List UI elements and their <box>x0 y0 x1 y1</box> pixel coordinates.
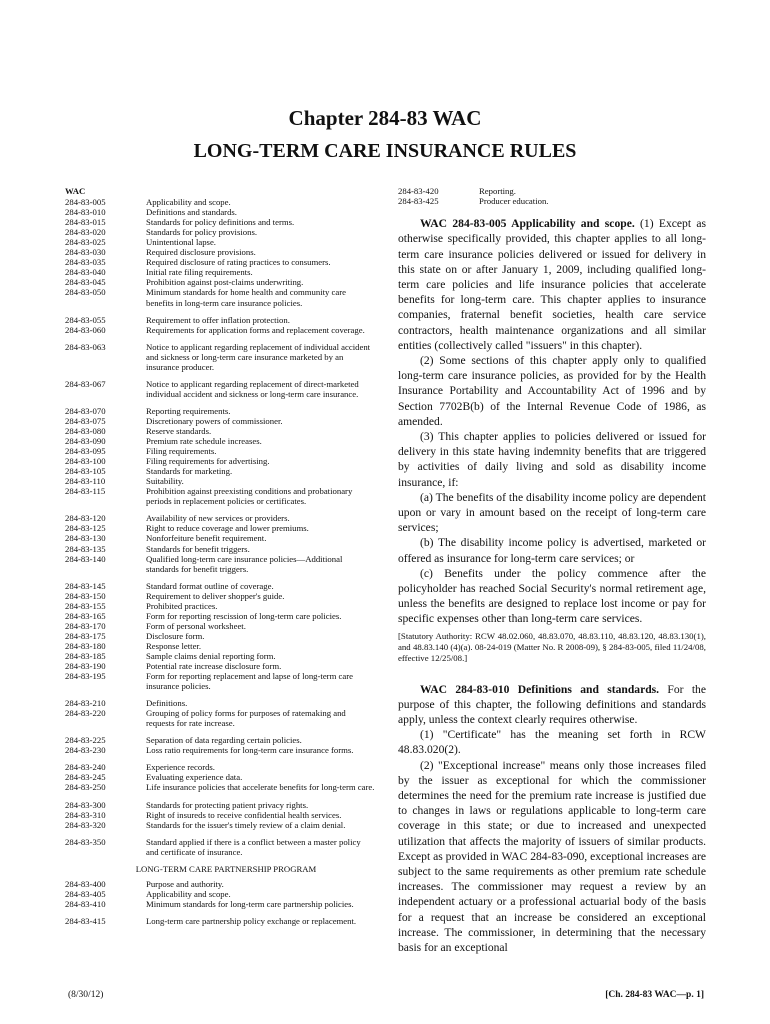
toc-row <box>65 426 375 436</box>
toc-section-title: Purpose and authority. <box>146 878 224 889</box>
toc-row <box>398 186 706 196</box>
toc-section-title: Prohibited practices. <box>146 600 218 611</box>
toc-section-number: 284-83-175 <box>65 630 106 641</box>
toc-row <box>65 257 375 267</box>
toc-section-title: Reporting. <box>479 186 516 196</box>
toc-row <box>398 196 706 206</box>
toc-row <box>65 698 375 708</box>
toc-section-number: 284-83-010 <box>65 207 106 218</box>
toc-section-number: 284-83-240 <box>65 762 106 773</box>
toc-section-title: Loss ratio requirements for long-term care insurance forms. <box>146 745 354 756</box>
toc-section-number: 284-83-190 <box>65 661 106 672</box>
toc-section-title: Suitability. <box>146 476 184 487</box>
toc-section-number: 284-83-220 <box>65 708 106 719</box>
toc-section-number: 284-83-100 <box>65 456 106 467</box>
toc-section-number: 284-83-420 <box>398 186 439 196</box>
toc-section-number: 284-83-070 <box>65 405 106 416</box>
toc-section-number: 284-83-080 <box>65 425 106 436</box>
section-005-heading: WAC 284-83-005 Applicability and scope. <box>420 217 635 231</box>
toc-section-title: Reserve standards. <box>146 425 212 436</box>
toc-row <box>65 735 375 745</box>
toc-row <box>65 476 375 486</box>
toc-row <box>65 277 375 287</box>
toc-continuation <box>398 186 706 206</box>
toc-row <box>65 533 375 543</box>
toc-section-number: 284-83-135 <box>65 543 106 554</box>
toc-section-title: Minimum standards for home health and community care benefits in long-term care insurance policies. <box>146 287 347 308</box>
toc-row <box>65 879 375 889</box>
toc-row <box>65 237 375 247</box>
section-005-p3a: (a) The benefits of the disability income policy are dependent upon or vary in amount based on the receipt of long-term care services; <box>398 490 706 535</box>
toc-section-title: Right to reduce coverage and lower premiums. <box>146 523 309 534</box>
toc-row <box>65 267 375 277</box>
toc-section-number: 284-83-105 <box>65 466 106 477</box>
toc-section-title: Unintentional lapse. <box>146 237 216 248</box>
toc-section-number: 284-83-090 <box>65 436 106 447</box>
toc-section-title: Definitions. <box>146 698 188 709</box>
toc-section-title: Prohibition against post-claims underwriting. <box>146 277 304 288</box>
toc-section-title: Experience records. <box>146 762 215 773</box>
toc-row <box>65 837 375 857</box>
toc-section-title: Standards for policy provisions. <box>146 227 257 238</box>
toc-row <box>65 899 375 909</box>
toc-section-number: 284-83-195 <box>65 671 106 682</box>
toc-row <box>65 810 375 820</box>
toc-section-number: 284-83-110 <box>65 476 106 487</box>
toc-section-title: Initial rate filing requirements. <box>146 267 253 278</box>
toc-section-title: Notice to applicant regarding replacement of direct-marketed individual accident and sickness or long-term care insurance. <box>146 378 359 399</box>
toc-row <box>65 217 375 227</box>
toc-row <box>65 631 375 641</box>
toc-section-title: Minimum standards for long-term care partnership policies. <box>146 898 354 909</box>
toc-section-number: 284-83-067 <box>65 378 106 389</box>
section-005-p2: (2) Some sections of this chapter apply only to qualified long-term care insurance policies, as provided for by the Health Insurance Portability and Accountability Act of 1996 and by Section 7702B(b) of the Internal Revenue Code of 1986, as amended. <box>398 353 706 428</box>
toc-row <box>65 379 375 399</box>
partnership-heading: LONG-TERM CARE PARTNERSHIP PROGRAM <box>135 863 317 874</box>
toc-section-number: 284-83-030 <box>65 247 106 258</box>
toc-row <box>65 456 375 466</box>
toc-section-number: 284-83-210 <box>65 698 106 709</box>
toc-section-number: 284-83-140 <box>65 553 106 564</box>
toc-section-number: 284-83-400 <box>65 878 106 889</box>
toc-section-number: 284-83-185 <box>65 650 106 661</box>
toc-section-number: 284-83-045 <box>65 277 106 288</box>
toc-row <box>65 513 375 523</box>
toc-section-number: 284-83-155 <box>65 600 106 611</box>
toc-row <box>65 762 375 772</box>
toc-section-number: 284-83-075 <box>65 415 106 426</box>
toc-section-title: Standards for the issuer's timely review of a claim denial. <box>146 819 346 830</box>
toc-section-number: 284-83-020 <box>65 227 106 238</box>
section-010-p2: (2) "Exceptional increase" means only those increases filed by the issuer as exceptional for which the commissioner determines the need for the premium rate increase is justified due to changes in laws or regulations applicable to long-term care coverage in this state; or due to increased and unexpected utilization that affects the majority of issuers of similar products. Except as provided in WAC 284-83-090, exceptional increases are subject to the same requirements as other premium rate schedule increases. The commissioner may request a review by an independent actuary or a professional actuarial body of the basis for a request that an increase be considered an exceptional increase. The commissioner, in determining that the necessary basis for an exceptional <box>398 758 706 955</box>
toc-section-number: 284-83-025 <box>65 237 106 248</box>
toc-row <box>65 641 375 651</box>
toc-section-title: Sample claims denial reporting form. <box>146 650 276 661</box>
toc-section-title: Grouping of policy forms for purposes of ratemaking and requests for rate increase. <box>146 708 346 729</box>
toc-section-number: 284-83-035 <box>65 257 106 268</box>
toc-row <box>65 197 375 207</box>
toc-row <box>65 436 375 446</box>
toc-section-number: 284-83-230 <box>65 745 106 756</box>
toc-section-number: 284-83-180 <box>65 640 106 651</box>
toc-row <box>65 916 375 926</box>
toc-section-number: 284-83-125 <box>65 523 106 534</box>
toc-section-number: 284-83-060 <box>65 324 106 335</box>
toc-section-title: Standards for marketing. <box>146 466 233 477</box>
toc-section-title: Long-term care partnership policy exchange or replacement. <box>146 915 357 926</box>
toc-section-title: Applicability and scope. <box>146 888 231 899</box>
toc-row <box>65 523 375 533</box>
toc-row <box>65 315 375 325</box>
toc-row <box>65 621 375 631</box>
toc-section-number: 284-83-415 <box>65 915 106 926</box>
toc-section-title: Potential rate increase disclosure form. <box>146 661 282 672</box>
toc-section-title: Separation of data regarding certain policies. <box>146 735 302 746</box>
statutory-authority: [Statutory Authority: RCW 48.02.060, 48.83.070, 48.83.110, 48.83.120, 48.83.130(1), and 48.83.140 (4)(a). 08-24-019 (Matter No. R 2008-09), § 284-83-005, filed 11/24/08, effective 12/25/08.] <box>398 630 706 663</box>
chapter-number: Chapter 284-83 WAC <box>288 106 482 130</box>
toc-section-title: Standards for protecting patient privacy rights. <box>146 799 309 810</box>
toc-section-title: Filing requirements. <box>146 446 217 457</box>
toc-section-title: Life insurance policies that accelerate benefits for long-term care. <box>146 782 375 793</box>
toc-section-title: Requirement to deliver shopper's guide. <box>146 590 285 601</box>
toc-section-title: Standards for policy definitions and terms. <box>146 217 295 228</box>
toc-section-title: Discretionary powers of commissioner. <box>146 415 283 426</box>
toc-row <box>65 466 375 476</box>
toc-section-title: Disclosure form. <box>146 630 205 641</box>
toc-section-title: Form for reporting rescission of long-term care policies. <box>146 610 342 621</box>
section-005-p1: (1) Except as otherwise specifically provided, this chapter applies to all long-term care insurance policies delivered or issued for delivery in this state on or after January 1, 2009, including qualified long-term care policies and life insurance policies that accelerate benefits for long-term care. This chapter applies to insurance companies, fraternal benefit societies, health care service contractors, health maintenance organizations and all similar entities (collectively called "issuers" in this chapter). <box>398 217 706 352</box>
partnership-toc-list <box>65 879 375 926</box>
toc-row <box>65 486 375 506</box>
footer-date: (8/30/12) <box>68 990 104 1000</box>
toc-section-number: 284-83-350 <box>65 836 106 847</box>
toc-row <box>65 325 375 335</box>
section-005 <box>398 216 706 663</box>
toc-section-number: 284-83-050 <box>65 287 106 298</box>
toc-section-title: Required disclosure provisions. <box>146 247 256 258</box>
toc-section-title: Producer education. <box>479 196 549 207</box>
right-column <box>398 186 706 955</box>
toc-section-number: 284-83-040 <box>65 267 106 278</box>
toc-row <box>65 601 375 611</box>
toc-section-number: 284-83-150 <box>65 590 106 601</box>
toc-row <box>65 207 375 217</box>
toc-section-title: Notice to applicant regarding replacement of individual accident and sickness or long-term care insurance marketed by an insurance producer. <box>146 341 371 372</box>
section-005-p3: (3) This chapter applies to policies delivered or issued for delivery in this state having indemnity benefits that are triggered by activities of daily living and sold as disability income insurance, if: <box>398 429 706 489</box>
toc-section-title: Reporting requirements. <box>146 405 231 416</box>
toc-row <box>65 554 375 574</box>
toc-list <box>65 197 375 857</box>
toc-section-number: 284-83-130 <box>65 533 106 544</box>
toc-section-title: Form for reporting replacement and lapse of long-term care insurance policies. <box>146 671 353 692</box>
toc-section-title: Standard format outline of coverage. <box>146 580 274 591</box>
toc-section-title: Form of personal worksheet. <box>146 620 246 631</box>
toc-section-number: 284-83-405 <box>65 888 106 899</box>
chapter-title: LONG-TERM CARE INSURANCE RULES <box>193 140 577 162</box>
toc-section-number: 284-83-250 <box>65 782 106 793</box>
toc-section-number: 284-83-320 <box>65 819 106 830</box>
section-010-heading: WAC 284-83-010 Definitions and standards. <box>420 682 660 696</box>
toc-row <box>65 708 375 728</box>
toc-section-number: 284-83-015 <box>65 217 106 228</box>
toc-section-title: Premium rate schedule increases. <box>146 436 262 447</box>
toc-row <box>65 889 375 899</box>
toc-row <box>65 227 375 237</box>
toc-section-title: Definitions and standards. <box>146 207 237 218</box>
toc-section-title: Response letter. <box>146 640 202 651</box>
toc-section-title: Evaluating experience data. <box>146 772 243 783</box>
toc-row <box>65 611 375 621</box>
toc-section-title: Availability of new services or providers. <box>146 513 290 524</box>
toc-section-title: Qualified long-term care insurance policies—Additional standards for benefit triggers. <box>146 553 343 574</box>
toc-row <box>65 544 375 554</box>
section-010-p1: (1) "Certificate" has the meaning set forth in RCW 48.83.020(2). <box>398 728 706 757</box>
toc-row <box>65 772 375 782</box>
toc-row <box>65 581 375 591</box>
toc-row <box>65 800 375 810</box>
section-010-intro: For the purpose of this chapter, the following definitions and standards apply, unless the context clearly requires otherwise. <box>398 682 706 726</box>
toc-row <box>65 745 375 755</box>
toc-section-title: Filing requirements for advertising. <box>146 456 270 467</box>
toc-section-number: 284-83-310 <box>65 809 106 820</box>
toc-section-title: Nonforfeiture benefit requirement. <box>146 533 267 544</box>
toc-section-title: Requirements for application forms and replacement coverage. <box>146 324 365 335</box>
section-005-p3c: (c) Benefits under the policy commence after the policyholder has reached Social Security's normal retirement age, unless the benefits are designed to replace lost income or pay for specific expenses other than long-term care services. <box>398 566 706 626</box>
toc-section-number: 284-83-063 <box>65 341 106 352</box>
toc-row <box>65 406 375 416</box>
toc-section-title: Required disclosure of rating practices to consumers. <box>146 257 331 268</box>
toc-row <box>65 661 375 671</box>
toc-row <box>65 416 375 426</box>
toc-row <box>65 287 375 307</box>
toc-section-number: 284-83-165 <box>65 610 106 621</box>
toc-row <box>65 651 375 661</box>
toc-heading: WAC <box>65 186 86 196</box>
toc-section-number: 284-83-005 <box>65 197 106 208</box>
toc-row <box>65 591 375 601</box>
table-of-contents <box>65 186 375 926</box>
toc-row <box>65 247 375 257</box>
toc-section-title: Standards for benefit triggers. <box>146 543 250 554</box>
toc-section-title: Prohibition against preexisting conditions and probationary periods in replacement policies or certificates. <box>146 486 353 507</box>
toc-section-number: 284-83-410 <box>65 898 106 909</box>
section-005-p3b: (b) The disability income policy is advertised, marketed or offered as insurance for long-term care services; or <box>398 536 706 565</box>
toc-section-number: 284-83-095 <box>65 446 106 457</box>
toc-row <box>65 342 375 372</box>
section-010 <box>398 682 706 956</box>
toc-section-title: Applicability and scope. <box>146 197 231 208</box>
toc-section-number: 284-83-145 <box>65 580 106 591</box>
toc-section-title: Standard applied if there is a conflict between a master policy and certificate of insurance. <box>146 836 361 857</box>
toc-section-number: 284-83-115 <box>65 486 106 497</box>
toc-section-title: Requirement to offer inflation protection. <box>146 314 290 325</box>
toc-section-number: 284-83-120 <box>65 513 106 524</box>
toc-row <box>65 782 375 792</box>
toc-section-number: 284-83-425 <box>398 196 439 207</box>
toc-section-number: 284-83-055 <box>65 314 106 325</box>
toc-section-number: 284-83-225 <box>65 735 106 746</box>
toc-row <box>65 820 375 830</box>
toc-section-number: 284-83-245 <box>65 772 106 783</box>
toc-section-number: 284-83-170 <box>65 620 106 631</box>
toc-section-title: Right of insureds to receive confidential health services. <box>146 809 342 820</box>
toc-section-number: 284-83-300 <box>65 799 106 810</box>
toc-row <box>65 446 375 456</box>
toc-row <box>65 671 375 691</box>
footer-page-ref: [Ch. 284-83 WAC—p. 1] <box>605 990 704 1000</box>
